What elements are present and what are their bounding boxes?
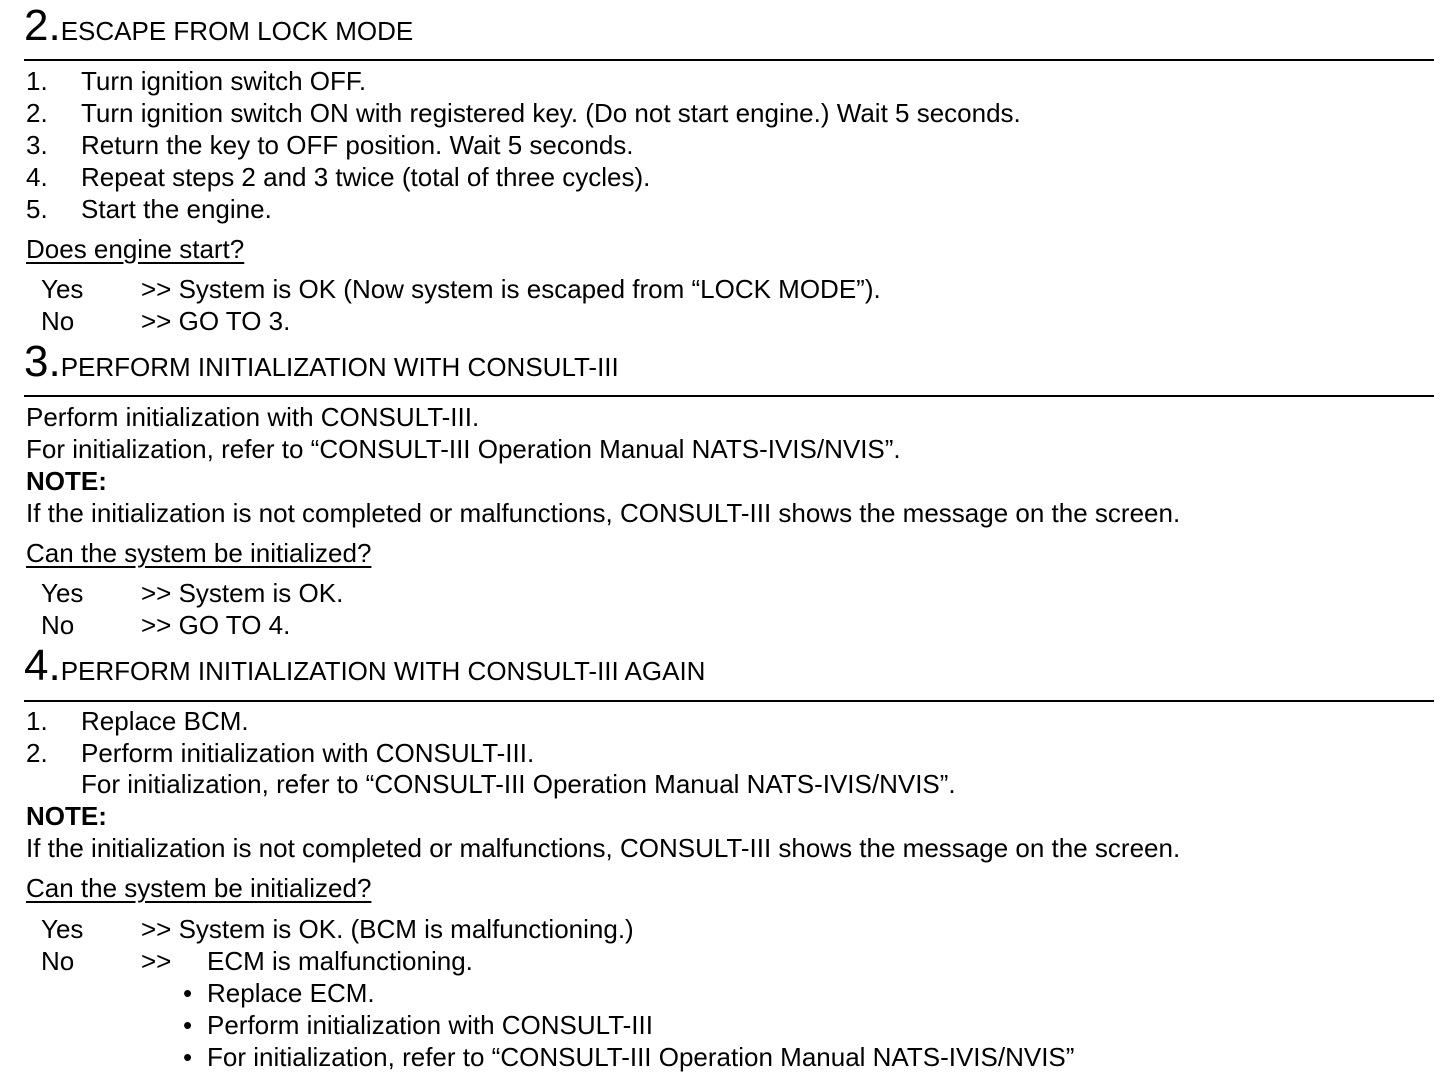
step-number: 1.	[26, 706, 48, 736]
section-2-rule	[24, 59, 1434, 61]
section-4-note-text: If the initialization is not completed or malfunctions, CONSULT-III shows the message on the screen.	[26, 833, 1181, 863]
answer-no-result: ECM is malfunctioning.	[207, 946, 473, 976]
answer-yes-result: >> System is OK (Now system is escaped from “LOCK MODE”).	[141, 274, 881, 304]
section-3-heading	[24, 337, 619, 388]
section-4-title: PERFORM INITIALIZATION WITH CONSULT-III AGAIN	[60, 656, 706, 686]
step-text: Return the key to OFF position. Wait 5 seconds.	[81, 130, 634, 160]
section-2-question: Does engine start?	[26, 234, 245, 264]
section-3-line-2: For initialization, refer to “CONSULT-III Operation Manual NATS-IVIS/NVIS”.	[26, 434, 901, 464]
bullet-text: Replace ECM.	[207, 978, 375, 1008]
answer-no-label: No	[41, 306, 75, 336]
section-3-rule	[24, 395, 1434, 397]
section-3-note-label: NOTE:	[26, 466, 107, 496]
bullet-icon: •	[183, 1010, 193, 1040]
step-number: 2.	[26, 738, 48, 768]
section-4-heading	[24, 641, 706, 692]
answer-no-result: >> GO TO 4.	[141, 610, 291, 640]
step-number: 4.	[26, 162, 48, 192]
answer-yes-label: Yes	[41, 914, 84, 944]
step-number: 3.	[26, 130, 48, 160]
bullet-icon: •	[183, 978, 193, 1008]
section-4-number: 4.	[24, 641, 61, 690]
answer-no-label: No	[41, 946, 75, 976]
step-text: Perform initialization with CONSULT-III.	[81, 738, 535, 768]
section-3-number: 3.	[24, 337, 61, 386]
section-4-rule	[24, 700, 1434, 702]
section-3-line-1: Perform initialization with CONSULT-III.	[26, 402, 480, 432]
bullet-text: For initialization, refer to “CONSULT-III Operation Manual NATS-IVIS/NVIS”	[207, 1042, 1075, 1072]
answer-no-result: >> GO TO 3.	[141, 306, 291, 336]
section-4-question: Can the system be initialized?	[26, 873, 372, 903]
step-text: Start the engine.	[81, 194, 272, 224]
section-4-note-label: NOTE:	[26, 801, 107, 831]
step-text: For initialization, refer to “CONSULT-III Operation Manual NATS-IVIS/NVIS”.	[81, 769, 956, 799]
section-2-title: ESCAPE FROM LOCK MODE	[60, 16, 414, 46]
answer-no-label: No	[41, 610, 75, 640]
answer-yes-result: >> System is OK. (BCM is malfunctioning.)	[141, 914, 634, 944]
bullet-icon: •	[183, 1042, 193, 1072]
step-number: 5.	[26, 194, 48, 224]
answer-yes-label: Yes	[41, 274, 84, 304]
step-text: Turn ignition switch ON with registered key. (Do not start engine.) Wait 5 seconds.	[81, 98, 1021, 128]
answer-no-arrow: >>	[141, 946, 172, 976]
section-2-heading	[24, 1, 414, 52]
step-number: 1.	[26, 66, 48, 96]
section-3-title: PERFORM INITIALIZATION WITH CONSULT-III	[60, 352, 619, 382]
step-number: 2.	[26, 98, 48, 128]
step-text: Replace BCM.	[81, 706, 249, 736]
section-2-number: 2.	[24, 1, 61, 50]
section-3-question: Can the system be initialized?	[26, 538, 372, 568]
section-3-note-text: If the initialization is not completed or malfunctions, CONSULT-III shows the message on the screen.	[26, 498, 1181, 528]
answer-yes-result: >> System is OK.	[141, 578, 344, 608]
step-text: Repeat steps 2 and 3 twice (total of three cycles).	[81, 162, 651, 192]
answer-yes-label: Yes	[41, 578, 84, 608]
step-text: Turn ignition switch OFF.	[81, 66, 367, 96]
bullet-text: Perform initialization with CONSULT-III	[207, 1010, 653, 1040]
